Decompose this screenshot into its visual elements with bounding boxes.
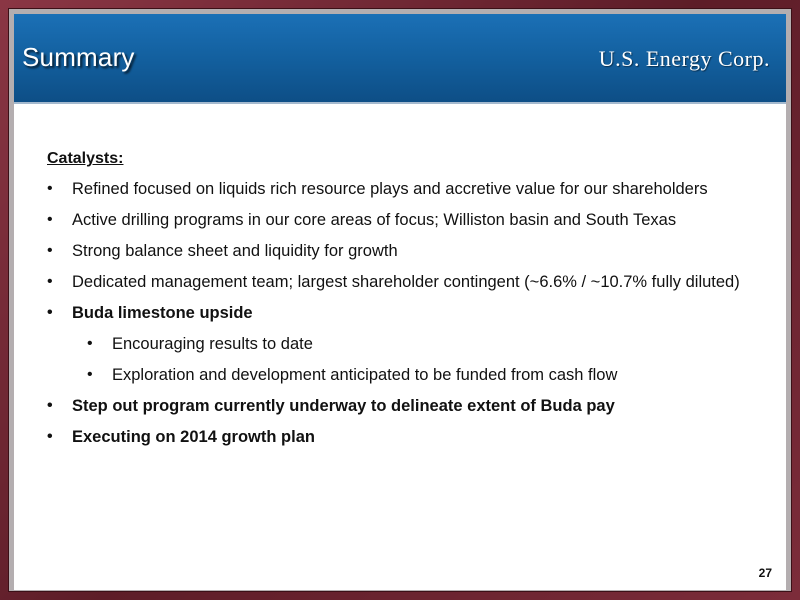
bullet-item xyxy=(47,395,767,417)
slide-content xyxy=(47,150,767,457)
bullet-text: Encouraging results to date xyxy=(112,335,313,353)
bullet-text: Active drilling programs in our core areas of focus; Williston basin and South Texas xyxy=(72,211,677,229)
sub-bullet-item xyxy=(47,333,767,355)
bullet-item xyxy=(47,302,767,324)
bullet-item xyxy=(47,240,767,262)
bullet-text: Exploration and development anticipated to be funded from cash flow xyxy=(112,366,618,384)
bullet-item xyxy=(47,271,767,293)
bullet-text: Buda limestone upside xyxy=(72,304,253,322)
bullet-text: Step out program currently underway to delineate extent of Buda pay xyxy=(72,397,615,415)
section-heading: Catalysts: xyxy=(47,150,124,167)
bullet-list xyxy=(47,178,767,448)
bullet-text: Executing on 2014 growth plan xyxy=(72,428,315,446)
page-number: 27 xyxy=(758,566,772,580)
bullet-text: Refined focused on liquids rich resource plays and accretive value for our shareholders xyxy=(72,180,708,198)
bullet-point-icon: • xyxy=(87,366,93,383)
bullet-item xyxy=(47,178,767,200)
bullet-text: Strong balance sheet and liquidity for growth xyxy=(72,242,398,260)
bullet-point-icon: • xyxy=(47,428,53,445)
bullet-item xyxy=(47,209,767,231)
bullet-point-icon: • xyxy=(47,211,53,228)
company-logo: U.S. Energy Corp. xyxy=(598,46,770,71)
bullet-point-icon: • xyxy=(87,335,93,352)
bullet-point-icon: • xyxy=(47,273,53,290)
bullet-point-icon: • xyxy=(47,397,53,414)
bullet-item xyxy=(47,426,767,448)
sub-bullet-item xyxy=(47,364,767,386)
bullet-text: Dedicated management team; largest shareholder contingent (~6.6% / ~10.7% fully diluted) xyxy=(72,273,740,291)
slide-title: Summary xyxy=(22,42,135,72)
slide xyxy=(14,14,786,590)
bullet-point-icon: • xyxy=(47,242,53,259)
bullet-point-icon: • xyxy=(47,304,53,321)
slide-header xyxy=(14,14,786,104)
bullet-point-icon: • xyxy=(47,180,53,197)
